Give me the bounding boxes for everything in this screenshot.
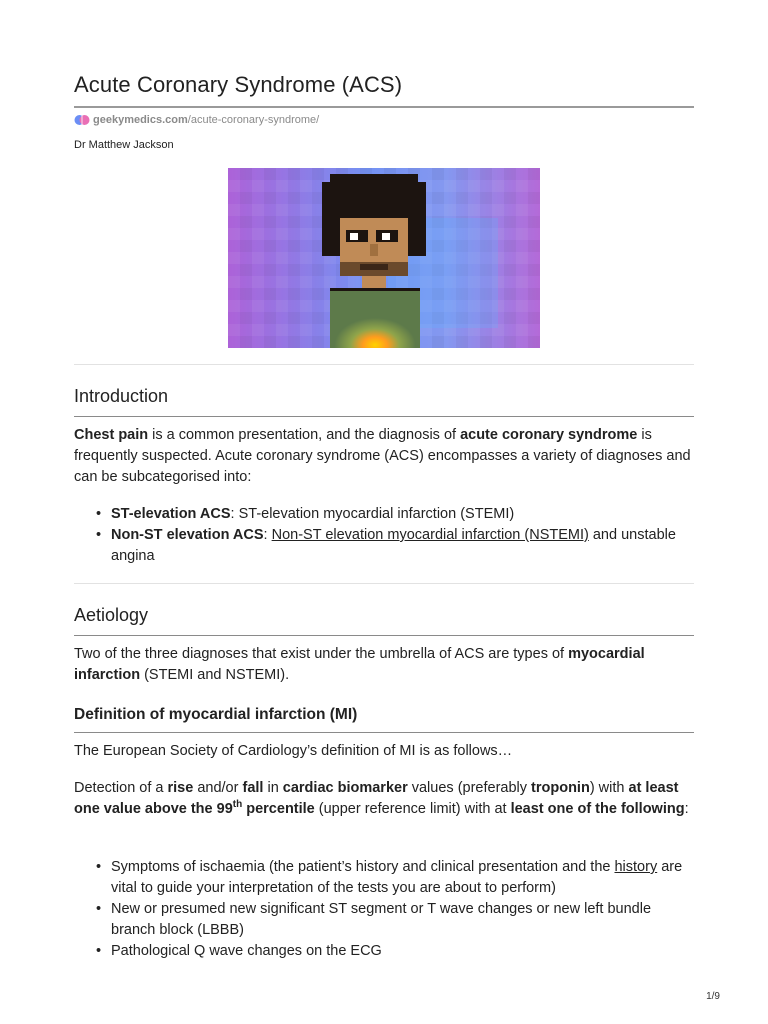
item-text: : ST-elevation myocardial infarction (STEMI) [230, 506, 515, 522]
def-bold: fall [242, 780, 264, 796]
source-path: /acute-coronary-syndrome/ [187, 114, 320, 126]
page-title: Acute Coronary Syndrome (ACS) [74, 72, 403, 97]
author-name: Dr Matthew Jackson [74, 139, 174, 151]
history-link[interactable]: history [614, 859, 658, 875]
def-text: Detection of a [74, 780, 168, 796]
list-item [74, 525, 694, 567]
source-domain: geekymedics.com [93, 114, 188, 126]
item-text: New or presumed new significant ST segment or T wave changes or new left bundle branch block (LBBB) [111, 901, 652, 938]
item-tail: are vital to guide your interpretation of the tests you are about to perform) [111, 859, 683, 896]
heading-rule [74, 732, 694, 733]
definition-intro: The European Society of Cardiology’s definition of MI is as follows… [74, 743, 513, 759]
def-text: (upper reference limit) with at [314, 801, 511, 817]
def-bold: at least one value above the 99 [74, 780, 679, 817]
def-bold: least one of the following [510, 801, 685, 817]
heading-rule [74, 635, 694, 636]
source-line [74, 114, 319, 126]
list-item [74, 941, 694, 962]
definition-paragraph [74, 778, 694, 820]
page-number: 1/9 [706, 991, 720, 1002]
pixel-art-doctor-portrait-icon [228, 168, 540, 348]
item-text: Pathological Q wave changes on the ECG [111, 943, 382, 959]
def-text: : [684, 801, 689, 817]
list-item [74, 899, 694, 941]
criteria-list [74, 857, 694, 962]
def-bold: percentile [242, 801, 315, 817]
item-bold: Non-ST elevation ACS [111, 527, 264, 543]
title-divider [74, 106, 694, 108]
list-item [74, 504, 694, 525]
item-text: Symptoms of ischaemia (the patient’s history and clinical presentation and the [111, 859, 615, 875]
def-bold: cardiac biomarker [282, 780, 408, 796]
section-separator [74, 364, 694, 365]
aetiology-paragraph [74, 644, 694, 686]
intro-paragraph [74, 425, 694, 488]
def-text: and/or [193, 780, 243, 796]
chest-pain-bold: Chest pain [74, 427, 149, 443]
mi-bold: myocardial infarction [74, 646, 645, 683]
section-separator [74, 583, 694, 584]
list-item [74, 857, 694, 899]
item-text: : [263, 527, 272, 543]
intro-text-2: is frequently suspected. Acute coronary syndrome (ACS) encompasses a variety of diagnoses and can be subcategorised into: [74, 427, 691, 485]
item-tail: and unstable angina [111, 527, 676, 564]
def-text: ) with [589, 780, 629, 796]
def-bold: troponin [531, 780, 590, 796]
nstemi-link[interactable]: Non-ST elevation myocardial infarction (NSTEMI) [271, 527, 589, 543]
introduction-heading: Introduction [74, 386, 169, 406]
def-bold: rise [167, 780, 194, 796]
aetiology-heading: Aetiology [74, 605, 149, 625]
item-bold: ST-elevation ACS [111, 506, 231, 522]
brain-icon [74, 114, 90, 126]
source-link[interactable] [93, 114, 319, 126]
acs-bold: acute coronary syndrome [460, 427, 638, 443]
aetiology-text: Two of the three diagnoses that exist under the umbrella of ACS are types of [74, 646, 569, 662]
def-text: in [263, 780, 283, 796]
definition-heading: Definition of myocardial infarction (MI) [74, 706, 358, 723]
def-text: values (preferably [407, 780, 532, 796]
heading-rule [74, 416, 694, 417]
aetiology-text-2: (STEMI and NSTEMI). [140, 667, 290, 683]
intro-text: is a common presentation, and the diagnosis of [148, 427, 461, 443]
acs-types-list [74, 504, 694, 567]
def-superscript: th [232, 799, 243, 811]
